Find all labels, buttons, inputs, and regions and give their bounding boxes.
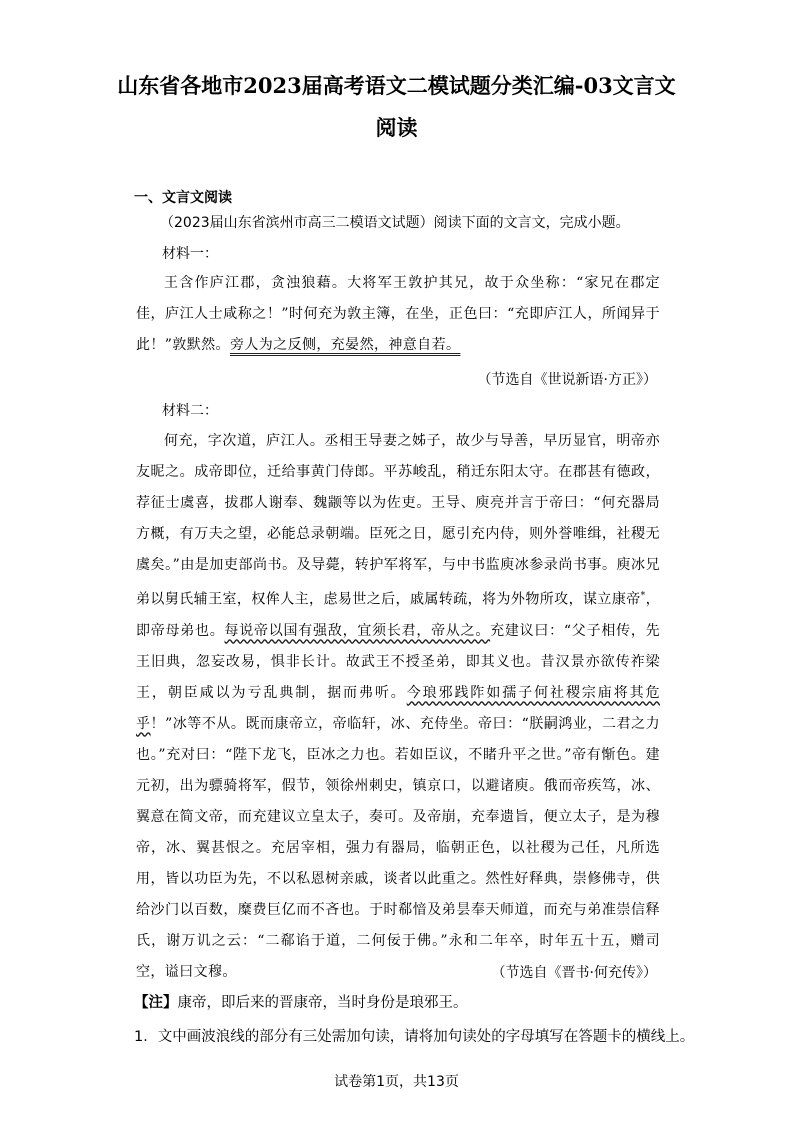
material2-source: （节选自《晋书·何充传》） (491, 965, 657, 981)
footnote-label: 【注】 (134, 995, 178, 1011)
material1-body: 王含作庐江郡，贪浊狼藉。大将军王敦护其兄，故于众坐称：“家兄在郡定佳，庐江人士咸称之！”时何充为敦主簿，在坐，正色曰：“充即庐江人，所闻异于此！”敦默然。 (136, 275, 660, 353)
passage-intro: （2023届山东省滨州市高三二模语文试题）阅读下面的文言文，完成小题。 (160, 215, 630, 231)
footnote (134, 991, 468, 1012)
section-heading: 一、文言文阅读 (134, 190, 232, 206)
material2-body-a: 何充，字次道，庐江人。丞相王导妻之姊子，故少与导善，早历显官，明帝亦友昵之。成帝即位，迁给事黄门侍郎。平苏峻乱，稍迁东阳太守。在郡甚有德政，荐征士虞喜，拔郡人谢奉、魏颛等以为佐吏。王导、庾亮并言于帝曰：“何充器局方概，有万夫之望，必能总录朝端。臣死之日，愿引充内侍，则外誉唯缉，社稷无虞矣。”由是加吏部尚书。及导薨，转护军将军，与中书监庾冰参录尚书事。庾冰兄弟以舅氏辅王室，权侔人主，虑易世之后，戚属转疏，将为外物所攻，谋立康帝 (136, 433, 660, 608)
wavy-underline-2: 今琅邪践阼如孺子何社稷宗庙将其危乎 (136, 684, 660, 732)
wavy-underline-1: 每说帝以国有强敌，宜须长君，帝从之。 (224, 622, 491, 639)
footnote-marker: * (640, 591, 646, 601)
material1-label: 材料一： (162, 246, 218, 262)
document-title-continued: 阅读 (375, 115, 418, 140)
material1-source: （节选自《世说新语·方正》） (477, 372, 657, 388)
material2-body-c: 充建议曰：“父子相传，先王旧典，忽妄改易，惧非长计。故武王不授圣弟，即其义也。昔汉景亦欲传祚梁王，朝臣咸以为亏乱典制，据而弗听。 (136, 622, 660, 701)
footnote-text: 康帝，即后来的晋康帝，当时身份是琅邪王。 (177, 995, 468, 1011)
material2-label: 材料二： (162, 403, 218, 419)
document-title: 山东省各地市2023届高考语文二模试题分类汇编-03文言文 (117, 73, 676, 98)
material2-body-b: ，即帝母弟也。 (136, 591, 660, 639)
material1-text (136, 268, 660, 361)
material1-underlined-sentence: 旁人为之反侧，充晏然，神意自若。 (229, 337, 461, 353)
page-footer: 试卷第1页，共13页 (334, 1074, 459, 1090)
material2-body-d: ！”冰等不从。既而康帝立，帝临轩，冰、充侍坐。帝曰：“朕嗣鸿业，二君之力也。”充对曰：“陛下龙飞，臣冰之力也。若如臣议，不睹升平之世。”帝有惭色。建元初，出为骠骑将军，假节，领徐州刺史，镇京口，以避诸庾。俄而帝疾笃，冰、翼意在简文帝，而充建议立皇太子，奏可。及帝崩，充奉遗旨，便立太子，是为穆帝，冰、翼甚恨之。充居宰相，强力有器局，临朝正色，以社稷为己任，凡所选用，皆以功臣为先，不以私恩树亲戚，谈者以此重之。然性好释典，崇修佛寺，供给沙门以百数，糜费巨亿而不吝也。于时郗愔及弟昙奉天师道，而充与弟准崇信释氏，谢万讥之云：“二郗谄于道，二何佞于佛。”永和二年卒，时年五十五，赠司空，谥曰文穆。 (136, 715, 660, 980)
material2-text (136, 426, 660, 988)
question-1: 1．文中画波浪线的部分有三处需加句读，请将加句读处的字母填写在答题卡的横线上。 (134, 1029, 695, 1045)
